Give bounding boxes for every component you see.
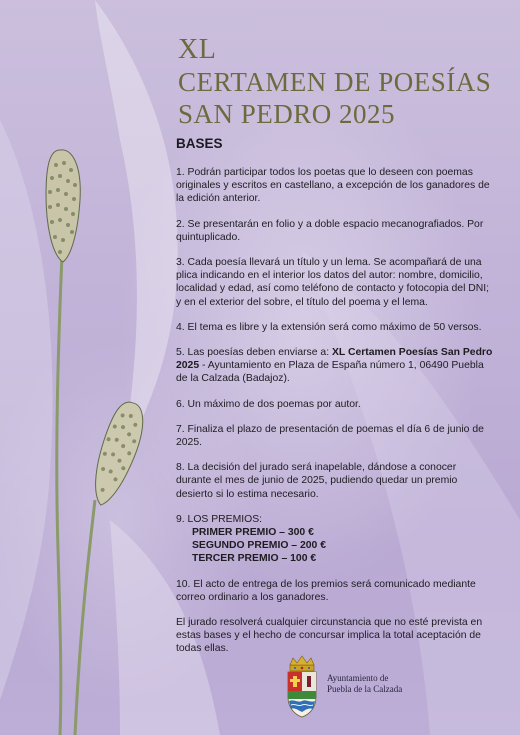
rule-4: 4. El tema es libre y la extensión será como máximo de 50 versos. — [176, 321, 482, 333]
rule-7: 7. Finaliza el plazo de presentación de poemas el día 6 de junio de 2025. — [176, 423, 484, 449]
title-sub: SAN PEDRO 2025 — [178, 99, 396, 129]
rule-8: 8. La decisión del jurado será inapelable, dándose a conocer durante el mes de junio de 2025, pudiendo quedar un premio desierto si lo estima necesario. — [176, 462, 458, 500]
town-hall-name — [327, 673, 402, 695]
rule-5-event-name: XL Certamen Poesías San Pedro 2025 — [176, 347, 493, 372]
bases-list — [176, 166, 494, 668]
rule-5-intro: 5. Las poesías deben enviarse a: — [176, 347, 332, 359]
town-hall-line-2: Puebla de la Calzada — [327, 684, 403, 694]
closing-note: El jurado resolverá cualquier circunstancia que no esté prevista en estas bases y el hecho de concursar implica la total aceptación de todas ellas. — [176, 617, 483, 655]
rule-9-prizes — [176, 513, 494, 566]
rule-10: 10. El acto de entrega de los premios será comunicado mediante correo ordinario a los ganadores. — [176, 578, 476, 603]
coat-of-arms-logo — [282, 655, 322, 719]
rule-2: 2. Se presentarán en folio y a doble espacio mecanografiados. Por quintuplicado. — [176, 218, 484, 243]
rule-6: 6. Un máximo de dos poemas por autor. — [176, 398, 361, 410]
petal-left — [0, 120, 53, 700]
petal-top — [95, 0, 178, 470]
shield-icon — [288, 672, 316, 717]
prize-third: TERCER PREMIO – 100 € — [192, 553, 317, 565]
crown-icon — [290, 656, 314, 671]
rule-5-address: - Ayuntamiento en Plaza de España número 1, 06490 Puebla de la Calzada (Badajoz). — [176, 360, 484, 385]
prize-first: PRIMER PREMIO – 300 € — [192, 527, 314, 539]
rule-1: 1. Podrán participar todos los poetas que lo deseen con poemas originales y escritos en castellano, a excepción de los ganadores de la edición anterior. — [176, 167, 490, 205]
spadix-2 — [85, 398, 151, 511]
town-hall-line-1: Ayuntamiento de — [327, 673, 389, 683]
spadix-1 — [46, 150, 80, 262]
stem-2 — [75, 500, 95, 735]
prize-second: SEGUNDO PREMIO – 200 € — [192, 540, 326, 552]
rule-3: 3. Cada poesía llevará un título y un lema. Se acompañará de una plica indicando en el interior los datos del autor: nombre, domicilio, localidad y edad, así como teléfono de contacto y fotocopia del DNI; y en el exterior del sobre, el título del poema y el lema. — [176, 257, 490, 308]
stem-1 — [57, 255, 62, 735]
prizes-label: 9. LOS PREMIOS: — [176, 513, 263, 525]
rule-5 — [176, 346, 494, 386]
title-edition: XL — [178, 34, 217, 65]
title-main: CERTAMEN DE POESÍAS — [178, 67, 492, 97]
event-title — [178, 34, 491, 130]
bases-heading: BASES — [176, 136, 223, 151]
